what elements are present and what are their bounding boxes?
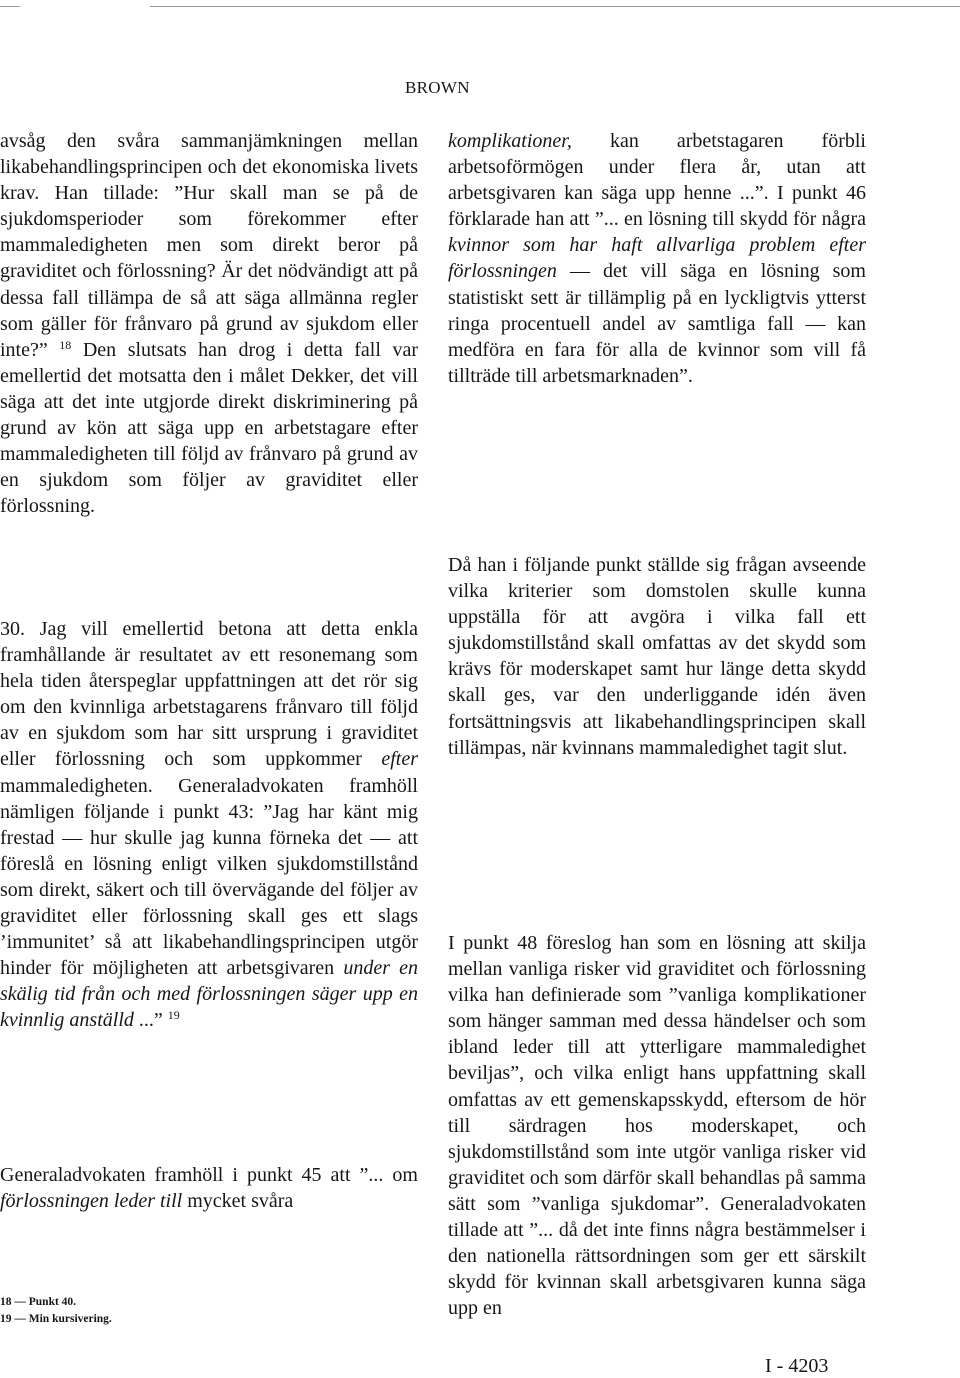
footnote-ref: 19 xyxy=(167,1008,180,1023)
paragraph-right-top xyxy=(448,128,871,389)
page-number: I - 4203 xyxy=(765,1355,829,1377)
footnote-ref: 18 xyxy=(59,337,72,352)
text-run: mammaledigheten. Generaladvokaten framhöll nämligen följande i punkt 43: ”Jag har känt mig frestad — hur skulle jag kunna förneka det — att föreslå en lösning enligt vilken sjukdomstillstånd som direkt, säkert och till övervägande del följer av graviditet eller förlossning skall ges ett slags ’immunitet’ så att likabehandlingsprincipen utgör hinder för möjligheten att arbetsgivaren xyxy=(0,748,423,980)
text-run: Generaladvokaten framhöll i punkt 45 att ”... om xyxy=(0,1164,423,1186)
top-rule-left xyxy=(0,6,20,7)
italic-text: förlossningen leder till xyxy=(0,1190,183,1213)
text-run: — det vill säga en lösning som statistiskt sett är tillämplig på en lyckligtvis ytterst ringa procentuell andel av samtliga fall — kan medföra en fara för alla de kvinnor som vill få tillträde till arbetsmarknaden”. xyxy=(448,260,871,387)
footnote-19: 19 — Min kursivering. xyxy=(0,1313,112,1325)
paragraph-30 xyxy=(0,616,423,1034)
text-run: mycket svåra xyxy=(182,1190,294,1213)
footnote-18: 18 — Punkt 40. xyxy=(0,1296,77,1308)
italic-text: efter xyxy=(381,748,418,771)
text-run: kan arbetstagaren förbli arbetsoförmögen under flera år, utan att arbetsgivaren kan säga upp henne ...”. I punkt 46 förklarade han att ”... en lösning till skydd för några xyxy=(448,130,871,231)
top-rule-right xyxy=(150,6,960,7)
paragraph-right-bottom xyxy=(448,930,871,1321)
text-run: 30. Jag vill emellertid betona att detta enkla framhållande är resultatet av ett resonemang som hela tiden återspeglar uppfattningen att det rör sig om den kvinnliga arbetstagarens frånvaro till följd av en sjukdom som har sitt ursprung i graviditet eller förlossning och som uppkommer xyxy=(0,618,423,771)
paragraph-right-mid xyxy=(448,552,871,761)
italic-text: komplikationer, xyxy=(448,130,572,152)
italic-text: under en skälig tid från och med förlossningen säger upp en kvinnlig anställd xyxy=(0,957,423,1032)
running-header: BROWN xyxy=(405,78,470,97)
text-run: I punkt 48 föreslog han som en lösning att skilja mellan vanliga risker vid graviditet och förlossning vilka han definierade som ”vanliga komplikationer som hänger samman med dessa händelser och som ibland leder till att ytterligare mammaledighet beviljas”, och vilka enligt hans uppfattning skall omfattas av ett gemenskapsskydd, eftersom de hör till särdragen hos moderskapet, och sjukdomstillstånd som inte utgör vanliga risker vid graviditet och som därför skall behandlas på samma sätt som ”vanliga sjukdomar”. Generaladvokaten tillade att ”... då det inte finns några bestämmelser i den nationella rättsordningen som ger ett särskilt skydd för kvinnan skall arbetsgivaren kunna säga upp en xyxy=(448,932,871,1320)
paragraph-left-intro xyxy=(0,128,423,519)
italic-text: kvinnor som har haft allvarliga problem efter förlossningen xyxy=(448,234,871,283)
text-run: Då han i följande punkt ställde sig frågan avseende vilka kriterier som domstolen skulle kunna uppställa för att avgöra i vilka fall ett sjukdomstillstånd skall omfattas av det skydd som krävs för moderskapet samt hur länge detta skydd skall ges, var den underliggande idén även fortsättningsvis att likabehandlingsprincipen skall tillämpas, när kvinnans mammaledighet tagit slut. xyxy=(448,554,871,759)
paragraph-left-45 xyxy=(0,1162,423,1214)
text-run: ...” xyxy=(133,1009,168,1032)
text-run: avsåg den svåra sammanjämkningen mellan likabehandlingsprincipen och det ekonomiska livets krav. Han tillade: ”Hur skall man se på de sjukdomsperioder som förekommer efter mammaledigheten men som direkt beror på graviditet och förlossning? Är det nödvändigt att på dessa fall tillämpa de så att säga allmänna regler som gäller för frånvaro på grund av sjukdom eller inte?” xyxy=(0,130,423,361)
text-run: Den slutsats han drog i detta fall var emellertid det motsatta den i målet Dekker, det vill säga att det inte utgjorde direkt diskriminering på grund av kön att säga upp en arbetstagare efter mammaledigheten till följd av frånvaro på grund av en sjukdom som följer av graviditet eller förlossning. xyxy=(0,338,423,518)
